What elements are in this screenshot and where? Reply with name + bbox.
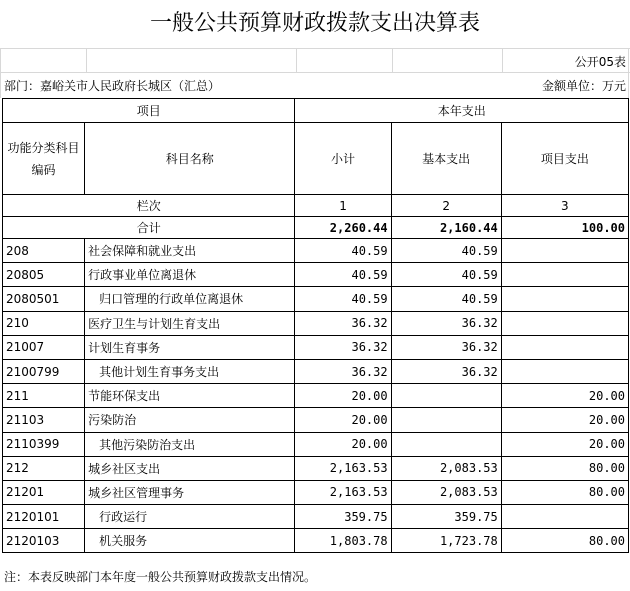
row-subtotal: 40.59 bbox=[295, 263, 391, 287]
row-name: 归口管理的行政单位离退休 bbox=[85, 287, 295, 311]
row-basic: 36.32 bbox=[391, 311, 501, 335]
row-project: 20.00 bbox=[501, 408, 628, 432]
row-code: 2110399 bbox=[3, 432, 85, 456]
row-subtotal: 2,163.53 bbox=[295, 480, 391, 504]
row-code: 21201 bbox=[3, 480, 85, 504]
grid-line bbox=[502, 48, 503, 72]
row-subtotal: 36.32 bbox=[295, 359, 391, 383]
grid-line bbox=[392, 48, 393, 72]
table-row bbox=[3, 359, 629, 383]
row-name: 城乡社区支出 bbox=[85, 456, 295, 480]
lanci-label: 栏次 bbox=[3, 195, 295, 217]
row-subtotal: 20.00 bbox=[295, 432, 391, 456]
table-row bbox=[3, 263, 629, 287]
row-subtotal: 40.59 bbox=[295, 239, 391, 263]
page-title: 一般公共预算财政拨款支出决算表 bbox=[149, 11, 480, 36]
row-basic: 36.32 bbox=[391, 335, 501, 359]
header-project-expense: 项目支出 bbox=[501, 123, 628, 195]
grid-line bbox=[0, 72, 630, 73]
row-code: 2120101 bbox=[3, 505, 85, 529]
row-code: 208 bbox=[3, 239, 85, 263]
row-subtotal: 36.32 bbox=[295, 311, 391, 335]
footnote: 注：本表反映部门本年度一般公共预算财政拨款支出情况。 bbox=[4, 570, 317, 584]
row-basic bbox=[391, 384, 501, 408]
col-number: 1 bbox=[295, 195, 391, 217]
row-project bbox=[501, 263, 628, 287]
row-basic: 40.59 bbox=[391, 287, 501, 311]
row-project bbox=[501, 335, 628, 359]
table-row bbox=[3, 529, 629, 553]
row-code: 212 bbox=[3, 456, 85, 480]
row-basic bbox=[391, 408, 501, 432]
department-label: 部门：嘉峪关市人民政府长城区（汇总） bbox=[4, 79, 221, 93]
row-basic: 40.59 bbox=[391, 239, 501, 263]
row-name: 其他计划生育事务支出 bbox=[85, 359, 295, 383]
row-name: 污染防治 bbox=[85, 408, 295, 432]
unit-label: 金额单位：万元 bbox=[541, 79, 626, 93]
row-subtotal: 1,803.78 bbox=[295, 529, 391, 553]
header-name: 科目名称 bbox=[85, 123, 295, 195]
row-project bbox=[501, 505, 628, 529]
row-subtotal: 359.75 bbox=[295, 505, 391, 529]
row-name: 节能环保支出 bbox=[85, 384, 295, 408]
table-row bbox=[3, 239, 629, 263]
row-name: 计划生育事务 bbox=[85, 335, 295, 359]
col-number: 2 bbox=[391, 195, 501, 217]
row-project: 20.00 bbox=[501, 384, 628, 408]
row-name: 其他污染防治支出 bbox=[85, 432, 295, 456]
row-project: 80.00 bbox=[501, 456, 628, 480]
row-project: 20.00 bbox=[501, 432, 628, 456]
row-code: 20805 bbox=[3, 263, 85, 287]
grid-line bbox=[296, 48, 297, 72]
total-project: 100.00 bbox=[501, 217, 628, 239]
row-name: 行政运行 bbox=[85, 505, 295, 529]
form-number: 公开05表 bbox=[574, 55, 626, 69]
row-code: 211 bbox=[3, 384, 85, 408]
row-name: 行政事业单位离退休 bbox=[85, 263, 295, 287]
total-subtotal: 2,260.44 bbox=[295, 217, 391, 239]
row-basic: 359.75 bbox=[391, 505, 501, 529]
row-name: 医疗卫生与计划生育支出 bbox=[85, 311, 295, 335]
row-project bbox=[501, 311, 628, 335]
grid-line bbox=[0, 48, 1, 98]
total-label: 合计 bbox=[3, 217, 295, 239]
row-basic bbox=[391, 432, 501, 456]
row-basic: 2,083.53 bbox=[391, 480, 501, 504]
col-number: 3 bbox=[501, 195, 628, 217]
row-basic: 40.59 bbox=[391, 263, 501, 287]
row-code: 2100799 bbox=[3, 359, 85, 383]
row-subtotal: 20.00 bbox=[295, 408, 391, 432]
row-project bbox=[501, 239, 628, 263]
table-row bbox=[3, 432, 629, 456]
table-row bbox=[3, 384, 629, 408]
grid-line bbox=[628, 48, 629, 98]
row-basic: 36.32 bbox=[391, 359, 501, 383]
expenditure-table bbox=[2, 98, 629, 553]
row-project bbox=[501, 287, 628, 311]
table-row bbox=[3, 287, 629, 311]
header-code: 功能分类科目编码 bbox=[3, 123, 85, 195]
row-code: 21007 bbox=[3, 335, 85, 359]
row-code: 21103 bbox=[3, 408, 85, 432]
total-basic: 2,160.44 bbox=[391, 217, 501, 239]
row-subtotal: 20.00 bbox=[295, 384, 391, 408]
table-row bbox=[3, 335, 629, 359]
table-row bbox=[3, 456, 629, 480]
row-project: 80.00 bbox=[501, 529, 628, 553]
grid-line bbox=[0, 48, 630, 49]
row-name: 社会保障和就业支出 bbox=[85, 239, 295, 263]
table-row bbox=[3, 505, 629, 529]
row-project bbox=[501, 359, 628, 383]
row-subtotal: 36.32 bbox=[295, 335, 391, 359]
table-row bbox=[3, 311, 629, 335]
table-row bbox=[3, 408, 629, 432]
row-basic: 1,723.78 bbox=[391, 529, 501, 553]
header-basic: 基本支出 bbox=[391, 123, 501, 195]
row-code: 210 bbox=[3, 311, 85, 335]
row-name: 机关服务 bbox=[85, 529, 295, 553]
grid-line bbox=[86, 48, 87, 72]
row-code: 2120103 bbox=[3, 529, 85, 553]
header-current-year: 本年支出 bbox=[295, 99, 629, 123]
row-name: 城乡社区管理事务 bbox=[85, 480, 295, 504]
header-project: 项目 bbox=[3, 99, 295, 123]
row-project: 80.00 bbox=[501, 480, 628, 504]
row-basic: 2,083.53 bbox=[391, 456, 501, 480]
row-subtotal: 40.59 bbox=[295, 287, 391, 311]
header-subtotal: 小计 bbox=[295, 123, 391, 195]
table-row bbox=[3, 480, 629, 504]
row-code: 2080501 bbox=[3, 287, 85, 311]
row-subtotal: 2,163.53 bbox=[295, 456, 391, 480]
